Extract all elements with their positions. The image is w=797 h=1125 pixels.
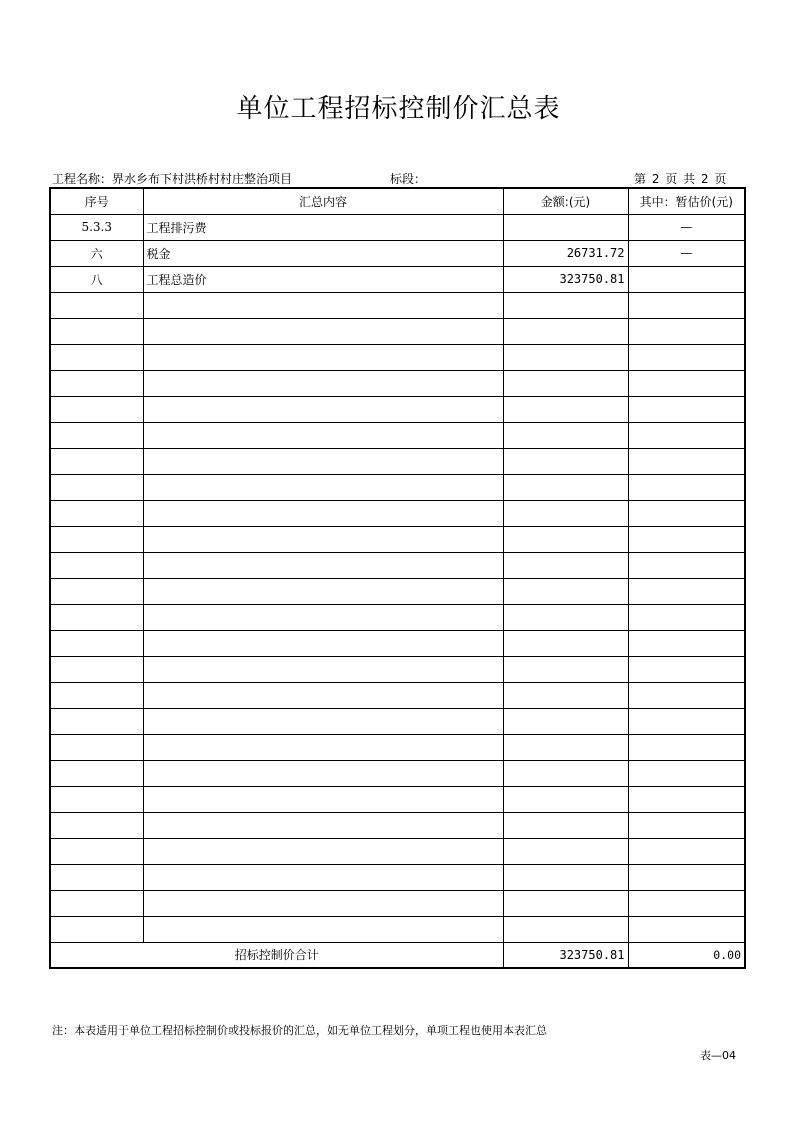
- empty-row: [50, 890, 745, 916]
- empty-row: [50, 578, 745, 604]
- empty-cell: [503, 890, 628, 916]
- empty-cell: [628, 630, 745, 656]
- empty-cell: [50, 370, 143, 396]
- empty-row: [50, 838, 745, 864]
- empty-row: [50, 422, 745, 448]
- empty-cell: [628, 786, 745, 812]
- empty-cell: [143, 838, 503, 864]
- empty-row: [50, 734, 745, 760]
- total-row: [50, 942, 745, 968]
- header-seq: 序号: [50, 188, 143, 214]
- empty-cell: [143, 526, 503, 552]
- empty-cell: [628, 474, 745, 500]
- empty-cell: [143, 344, 503, 370]
- empty-row: [50, 344, 745, 370]
- empty-cell: [50, 682, 143, 708]
- empty-cell: [143, 318, 503, 344]
- empty-cell: [628, 734, 745, 760]
- empty-cell: [50, 526, 143, 552]
- empty-cell: [628, 422, 745, 448]
- empty-cell: [503, 708, 628, 734]
- empty-cell: [50, 396, 143, 422]
- empty-cell: [50, 474, 143, 500]
- empty-row: [50, 318, 745, 344]
- empty-row: [50, 708, 745, 734]
- empty-cell: [628, 708, 745, 734]
- row-content: 税金: [143, 240, 503, 266]
- empty-cell: [50, 812, 143, 838]
- empty-cell: [628, 318, 745, 344]
- empty-cell: [503, 916, 628, 942]
- empty-cell: [143, 292, 503, 318]
- empty-cell: [503, 682, 628, 708]
- empty-cell: [143, 760, 503, 786]
- empty-cell: [50, 604, 143, 630]
- empty-cell: [50, 890, 143, 916]
- empty-cell: [143, 916, 503, 942]
- form-code: 表—04: [700, 1049, 736, 1062]
- empty-row: [50, 760, 745, 786]
- empty-cell: [143, 604, 503, 630]
- empty-cell: [143, 474, 503, 500]
- empty-cell: [503, 474, 628, 500]
- empty-row: [50, 916, 745, 942]
- empty-cell: [628, 448, 745, 474]
- empty-cell: [628, 838, 745, 864]
- empty-row: [50, 682, 745, 708]
- empty-cell: [143, 422, 503, 448]
- empty-cell: [50, 838, 143, 864]
- empty-cell: [50, 552, 143, 578]
- empty-cell: [628, 396, 745, 422]
- table-row: [50, 240, 745, 266]
- empty-cell: [50, 916, 143, 942]
- empty-cell: [503, 812, 628, 838]
- row-seq: 八: [50, 266, 143, 292]
- empty-cell: [50, 708, 143, 734]
- empty-cell: [503, 760, 628, 786]
- empty-cell: [143, 552, 503, 578]
- empty-cell: [143, 708, 503, 734]
- project-name: 工程名称：界水乡布下村洪桥村村庄整治项目: [52, 172, 293, 186]
- empty-cell: [50, 734, 143, 760]
- empty-cell: [628, 890, 745, 916]
- page-title: 单位工程招标控制价汇总表: [236, 94, 561, 124]
- header-provisional: 其中：暂估价(元): [628, 188, 745, 214]
- empty-row: [50, 474, 745, 500]
- empty-cell: [143, 812, 503, 838]
- empty-cell: [628, 292, 745, 318]
- empty-cell: [503, 630, 628, 656]
- empty-cell: [628, 578, 745, 604]
- row-provisional: —: [628, 240, 745, 266]
- empty-cell: [50, 422, 143, 448]
- table-header-row: [50, 188, 745, 214]
- row-amount: 323750.81: [503, 266, 628, 292]
- empty-cell: [50, 500, 143, 526]
- empty-cell: [628, 500, 745, 526]
- row-seq: 5.3.3: [50, 214, 143, 240]
- empty-cell: [503, 344, 628, 370]
- empty-cell: [503, 656, 628, 682]
- empty-row: [50, 500, 745, 526]
- empty-row: [50, 448, 745, 474]
- empty-cell: [503, 864, 628, 890]
- empty-cell: [628, 682, 745, 708]
- row-amount: 26731.72: [503, 240, 628, 266]
- empty-cell: [143, 890, 503, 916]
- empty-cell: [628, 812, 745, 838]
- empty-cell: [50, 630, 143, 656]
- empty-cell: [503, 526, 628, 552]
- empty-cell: [143, 656, 503, 682]
- empty-row: [50, 552, 745, 578]
- empty-cell: [628, 370, 745, 396]
- empty-cell: [503, 396, 628, 422]
- empty-cell: [628, 526, 745, 552]
- row-seq: 六: [50, 240, 143, 266]
- empty-cell: [503, 500, 628, 526]
- empty-cell: [50, 318, 143, 344]
- table-row: [50, 266, 745, 292]
- empty-cell: [143, 370, 503, 396]
- row-provisional: [628, 266, 745, 292]
- empty-cell: [143, 630, 503, 656]
- empty-cell: [503, 786, 628, 812]
- empty-cell: [503, 734, 628, 760]
- empty-cell: [503, 370, 628, 396]
- empty-cell: [628, 760, 745, 786]
- empty-cell: [143, 448, 503, 474]
- empty-cell: [50, 448, 143, 474]
- empty-cell: [143, 734, 503, 760]
- empty-row: [50, 292, 745, 318]
- empty-cell: [628, 552, 745, 578]
- empty-row: [50, 604, 745, 630]
- row-provisional: —: [628, 214, 745, 240]
- row-content: 工程总造价: [143, 266, 503, 292]
- header-amount: 金额:(元): [503, 188, 628, 214]
- empty-cell: [628, 916, 745, 942]
- header-content: 汇总内容: [143, 188, 503, 214]
- empty-cell: [50, 578, 143, 604]
- total-label: 招标控制价合计: [50, 942, 503, 968]
- empty-cell: [50, 786, 143, 812]
- empty-cell: [143, 682, 503, 708]
- empty-cell: [628, 604, 745, 630]
- total-provisional: 0.00: [628, 942, 745, 968]
- empty-cell: [503, 552, 628, 578]
- empty-row: [50, 656, 745, 682]
- empty-cell: [143, 500, 503, 526]
- empty-row: [50, 526, 745, 552]
- summary-table: [49, 187, 746, 969]
- empty-cell: [503, 292, 628, 318]
- empty-cell: [50, 656, 143, 682]
- row-content: 工程排污费: [143, 214, 503, 240]
- empty-cell: [50, 760, 143, 786]
- empty-row: [50, 396, 745, 422]
- table-row: [50, 214, 745, 240]
- empty-cell: [143, 864, 503, 890]
- empty-cell: [503, 318, 628, 344]
- empty-cell: [143, 396, 503, 422]
- empty-cell: [503, 578, 628, 604]
- empty-cell: [628, 344, 745, 370]
- empty-cell: [628, 864, 745, 890]
- empty-cell: [50, 344, 143, 370]
- empty-row: [50, 864, 745, 890]
- empty-cell: [50, 864, 143, 890]
- empty-cell: [503, 448, 628, 474]
- empty-cell: [628, 656, 745, 682]
- empty-row: [50, 630, 745, 656]
- footnote: 注：本表适用于单位工程招标控制价或投标报价的汇总，如无单位工程划分，单项工程也使用本表汇总: [52, 1024, 547, 1037]
- empty-cell: [143, 578, 503, 604]
- empty-row: [50, 370, 745, 396]
- empty-row: [50, 786, 745, 812]
- row-amount: [503, 214, 628, 240]
- page-indicator: 第 2 页 共 2 页: [634, 172, 728, 186]
- section-label: 标段：: [390, 172, 427, 186]
- empty-cell: [50, 292, 143, 318]
- empty-cell: [503, 422, 628, 448]
- empty-row: [50, 812, 745, 838]
- empty-cell: [503, 838, 628, 864]
- empty-cell: [503, 604, 628, 630]
- empty-cell: [143, 786, 503, 812]
- total-amount: 323750.81: [503, 942, 628, 968]
